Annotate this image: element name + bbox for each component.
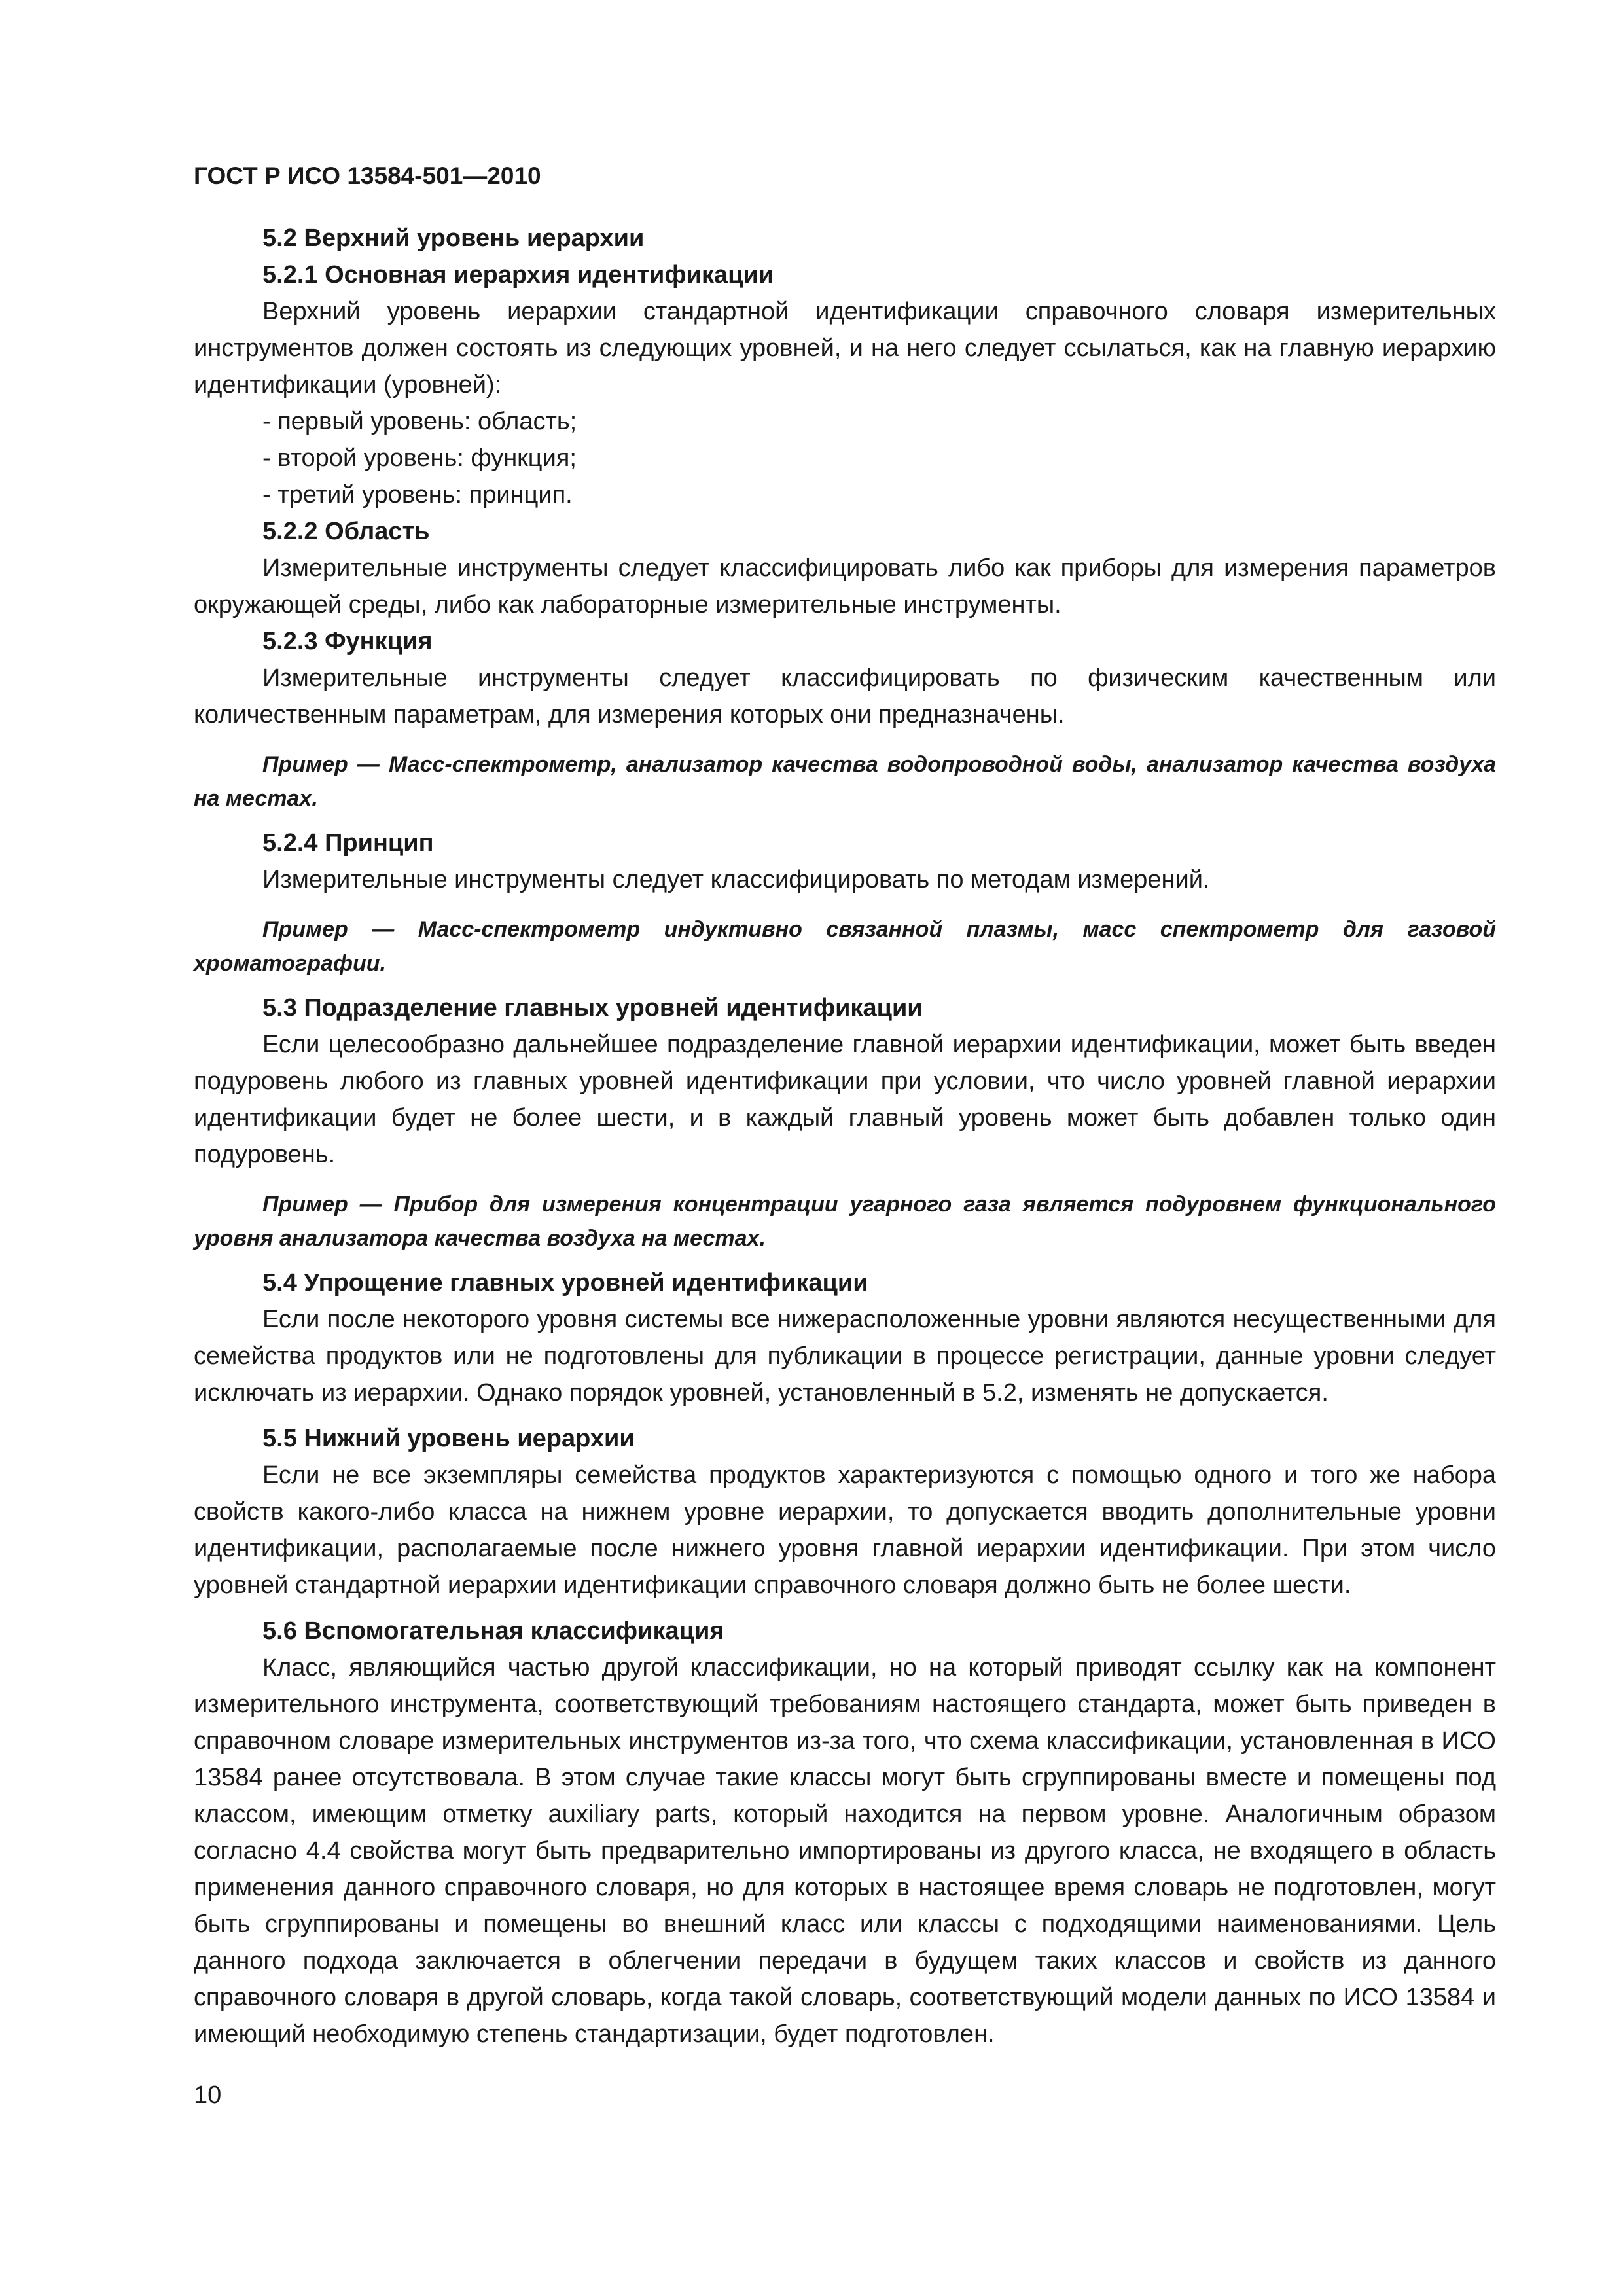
document-page <box>194 162 1496 2053</box>
heading-5-6: 5.6 Вспомогательная классификация <box>262 1617 724 1645</box>
example-5-3: Пример — Прибор для измерения концентрации угарного газа является подуровнем функционального уровня анализатора качества воздуха на местах. <box>194 1192 1496 1251</box>
heading-5-2-4: 5.2.4 Принцип <box>262 829 434 857</box>
paragraph-5-5: Если не все экземпляры семейства продуктов характеризуются с помощью одного и того же набора свойств какого-либо класса на нижнем уровне иерархии, то допускается вводить дополнительные уровни идентификации, располагаемые после нижнего уровня главной иерархии идентификации. При этом число уровней стандартной иерархии идентификации справочного словаря должно быть не более шести. <box>194 1462 1496 1599</box>
heading-5-2-2: 5.2.2 Область <box>262 518 430 545</box>
heading-5-2-3: 5.2.3 Функция <box>262 628 433 655</box>
list-item: - первый уровень: область; <box>262 408 577 435</box>
page-number: 10 <box>194 2081 222 2109</box>
heading-5-2: 5.2 Верхний уровень иерархии <box>262 224 645 252</box>
heading-5-4: 5.4 Упрощение главных уровней идентификации <box>262 1269 868 1297</box>
heading-5-5: 5.5 Нижний уровень иерархии <box>262 1425 635 1452</box>
paragraph-5-6: Класс, являющийся частью другой классификации, но на который приводят ссылку как на компонент измерительного инструмента, соответствующий требованиям настоящего стандарта, может быть приведен в справочном словаре измерительных инструментов из-за того, что схема классификации, установленная в ИСО 13584 ранее отсутствовала. В этом случае такие классы могут быть сгруппированы вместе и помещены под классом, имеющим отметку auxiliary parts, который находится на первом уровне. Аналогичным образом согласно 4.4 свойства могут быть предварительно импортированы из другого класса, не входящего в область применения данного справочного словаря, но для которых в настоящее время словарь не подготовлен, могут быть сгруппированы и помещены во внешний класс или классы с подходящими наименованиями. Цель данного подхода заключается в облегчении передачи в будущем таких классов и свойств из данного справочного словаря в другой словарь, когда такой словарь, соответствующий модели данных по ИСО 13584 и имеющий необходимую степень стандартизации, будет подготовлен. <box>194 1654 1496 2048</box>
paragraph-5-3: Если целесообразно дальнейшее подразделение главной иерархии идентификации, может быть введен подуровень любого из главных уровней идентификации при условии, что число уровней главной иерархии идентификации будет не более шести, и в каждый главный уровень может быть добавлен только один подуровень. <box>194 1031 1496 1168</box>
heading-5-2-1: 5.2.1 Основная иерархия идентификации <box>262 261 774 289</box>
paragraph-5-2-1: Верхний уровень иерархии стандартной идентификации справочного словаря измерительных инструментов должен состоять из следующих уровней, и на него следует ссылаться, как на главную иерархию идентификации (уровней): <box>194 298 1496 399</box>
level-list <box>194 403 1496 513</box>
example-5-2-3: Пример — Масс-спектрометр, анализатор качества водопроводной воды, анализатор качества воздуха на местах. <box>194 752 1496 811</box>
paragraph-5-2-4: Измерительные инструменты следует классифицировать по методам измерений. <box>262 866 1210 893</box>
paragraph-5-2-2: Измерительные инструменты следует классифицировать либо как приборы для измерения параметров окружающей среды, либо как лабораторные измерительные инструменты. <box>194 554 1496 619</box>
paragraph-5-4: Если после некоторого уровня системы все нижерасположенные уровни являются несущественными для семейства продуктов или не подготовлены для публикации в процессе регистрации, данные уровни следует исключать из иерархии. Однако порядок уровней, установленный в 5.2, изменять не допускается. <box>194 1306 1496 1407</box>
paragraph-5-2-3: Измерительные инструменты следует классифицировать по физическим качественным или количественным параметрам, для измерения которых они предназначены. <box>194 664 1496 728</box>
list-item: - второй уровень: функция; <box>262 444 577 472</box>
example-5-2-4: Пример — Масс-спектрометр индуктивно связанной плазмы, масс спектрометр для газовой хроматографии. <box>194 917 1496 976</box>
document-header: ГОСТ Р ИСО 13584-501—2010 <box>194 162 541 189</box>
heading-5-3: 5.3 Подразделение главных уровней идентификации <box>262 994 923 1022</box>
list-item: - третий уровень: принцип. <box>262 481 573 509</box>
